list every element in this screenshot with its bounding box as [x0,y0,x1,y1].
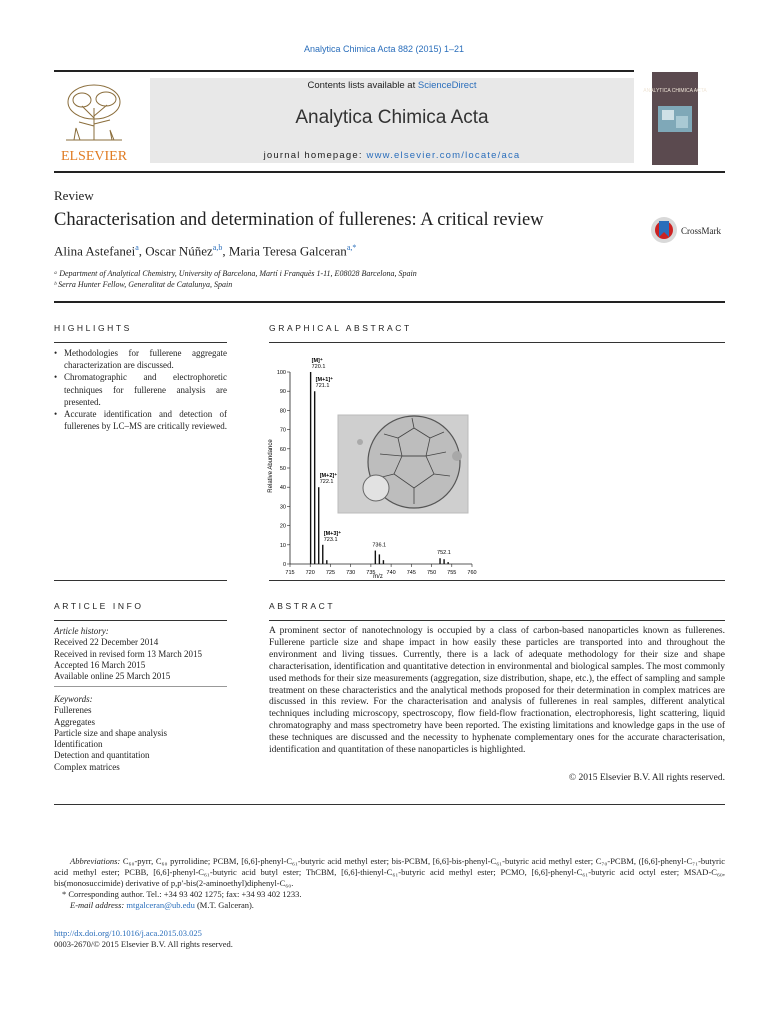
y-tick-label: 20 [279,523,286,530]
homepage-prefix: journal homepage: [263,150,367,161]
y-tick-label: 70 [279,427,286,434]
highlight-item: • Accurate identification and detection of fullerenes by LC–MS are critically reviewed. [54,408,227,432]
peak-mz-label: 723.1 [323,536,338,543]
article-title: Characterisation and determination of fullerenes: A critical review [54,210,544,230]
highlights-list [54,347,227,432]
peak-ion-label: [M+2]⁺ [319,473,338,480]
section-rule [269,620,725,621]
journal-reference[interactable]: Analytica Chimica Acta 882 (2015) 1–21 [303,44,465,54]
keyword-item: Identification [54,739,103,750]
affiliation-line: ᵃ Department of Analytical Chemistry, University of Barcelona, Martí i Franquès 1-11, E08028 Barcelona, Spain [54,269,417,278]
peak-mz-label: 752.1 [437,550,451,557]
y-tick-label: 10 [279,542,286,549]
x-axis-label: m/z [373,574,383,580]
email-suffix: (M.T. Galceran). [194,900,254,910]
cover-title: ANALYTICA CHIMICA ACTA [643,88,707,94]
history-item: Received in revised form 13 March 2015 [54,648,202,659]
crossmark-badge[interactable] [650,215,730,247]
contents-line [150,80,634,91]
author-affiliation-mark[interactable]: a [135,243,139,252]
y-tick-label: 100 [276,370,286,376]
x-tick-label: 735 [366,570,376,576]
footnotes [54,856,725,911]
homepage-line [150,150,634,161]
article-info-heading: ARTICLE INFO [54,601,144,611]
mass-spectrum-chart [262,352,482,584]
peak-mz-label: 722.1 [319,479,334,486]
contents-prefix: Contents lists available at [307,80,418,91]
keyword-item: Complex matrices [54,761,120,772]
publisher-wordmark: ELSEVIER [60,149,128,164]
journal-name: Analytica Chimica Acta [295,107,489,128]
abstract-body: A prominent sector of nanotechnology is occupied by a class of carbon-based nanoparticles known as fullerenes. Fullerene particle size and shape impact in how easily these particles are transported into and throughout the environment and living tissues. Currently, there is a lack of adequate methodology for their size and shape characterisation, identification and quantitative detection in environmental and biological samples. The most commonly used methods for their size measurements (aggregation, size distribution, shape, etc.), the effect of sampling and sample treatment on these characteristics and the analytical methods proposed for their determination in complex matrices are discussed in this review. For the characterisation and analysis of fullerenes in real samples, different analytical techniques including microscopy, spectroscopy, flow field-flow fractionation, electrophoresis, light scattering, liquid chromatography and mass spectrometry have been reported. The existing limitations and knowledge gaps in the use of these techniques are discussed and the necessity to hyphenate complementary ones for the accurate characterisation, identification and quantitation of these nanoparticles is highlighted. [269,626,725,756]
section-rule [54,686,227,687]
keyword-item: Detection and quantitation [54,750,150,761]
x-tick-label: 725 [325,570,336,576]
history-item: Accepted 16 March 2015 [54,659,146,670]
history-label: Article history: [54,626,109,636]
peak-mz-label: 720.1 [311,364,326,370]
article-history [54,626,202,682]
section-rule [269,342,725,343]
y-tick-label: 90 [279,389,286,396]
section-rule [54,342,227,343]
x-tick-label: 740 [386,570,396,576]
highlight-item: • Chromatographic and electrophoretic techniques for fullerene analysis are presented. [54,371,227,408]
x-tick-label: 760 [467,570,477,576]
author-name: Alina Astefanei [54,243,136,259]
affiliations [54,268,417,290]
peak-mz-label: 736.1 [372,542,387,549]
email-label: E-mail address: [70,900,125,910]
graphical-abstract-heading: GRAPHICAL ABSTRACT [269,323,412,333]
keyword-item: Fullerenes [54,705,92,716]
keyword-item: Aggregates [54,716,95,727]
peak-ion-label: [M]⁺ [311,358,323,364]
peak-mz-label: 721.1 [315,383,330,390]
elsevier-logo [54,78,134,163]
y-tick-label: 40 [279,485,286,492]
y-tick-label: 80 [279,408,286,415]
header-rule [54,70,634,72]
author-name: Maria Teresa Galceran [228,243,347,259]
x-tick-label: 745 [406,570,416,576]
tem-micrograph-inset [338,415,468,513]
corresponding-author-note: * Corresponding author. Tel.: +34 93 402 1275; fax: +34 93 402 1233. [62,889,302,899]
y-tick-label: 60 [279,446,286,453]
header-rule [54,171,725,173]
section-rule [54,580,227,581]
homepage-link[interactable]: www.elsevier.com/locate/aca [366,150,521,161]
highlight-item: • Methodologies for fullerene aggregate characterization are discussed. [54,347,227,371]
author-affiliation-mark[interactable]: a,b [212,243,223,252]
history-item: Received 22 December 2014 [54,637,159,648]
abstract-heading: ABSTRACT [269,601,336,611]
x-tick-label: 715 [285,570,295,576]
section-rule [54,804,725,805]
section-rule [54,620,227,621]
issn-line: 0003-2670/© 2015 Elsevier B.V. All rights reserved. [54,939,233,949]
article-type-label: Review [54,188,94,203]
keywords-label: Keywords: [54,694,93,704]
y-tick-label: 30 [279,504,286,511]
x-tick-label: 750 [426,570,437,576]
section-rule [54,301,725,303]
highlights-heading: HIGHLIGHTS [54,323,132,333]
crossmark-label: CrossMark [681,226,721,236]
author-name: Oscar Núñez [145,243,213,259]
mass-spectrum-figure [262,352,482,584]
author-list: Alina Astefanei$^a$, Oscar Núñez$^{a,b}$, Maria Teresa Galceran$^{a,*}$ [54,243,357,259]
email-link[interactable]: mtgalceran@ub.edu [126,900,195,910]
doi-link[interactable]: http://dx.doi.org/10.1016/j.aca.2015.03.025 [54,928,202,938]
keywords [54,694,167,773]
section-rule [269,580,725,581]
peak-ion-label: [M+3]⁺ [323,530,342,537]
author-affiliation-mark[interactable]: a,* [346,243,357,252]
journal-cover-thumbnail [643,72,707,165]
abbreviations-text: C₆₀-pyrr, C₆₀ pyrrolidine; PCBM, [6,6]-phenyl-C₆₁-butyric acid methyl ester; bis-PCBM, [6,6]-bis-phenyl-C₆₁-butyric acid methyl ester; C₇₀-PCBM, ([6,6]-phenyl-C₇₁-butyric acid methyl ester; PCBB, [6,6]-phenyl-C₆₁-butyric acid butyl ester; ThCBM, [6,6]-thienyl-C₆₁-butyric acid methyl ester; PCMO, [6,6]-phenyl-C₆₁-butyric acid octyl ester; MSAD-C₆₀, bis(monosuccimide) derivative of p,p′-bis(2-aminoethyl)diphenyl-C₆₀. [54,856,725,888]
sciencedirect-link[interactable]: ScienceDirect [417,80,477,91]
y-tick-label: 0 [282,562,286,568]
abstract-copyright: © 2015 Elsevier B.V. All rights reserved. [568,773,725,783]
abbreviations-label: Abbreviations: [70,856,121,866]
y-axis-label: Relative Abundance [268,439,274,493]
affiliation-line: ᵇ Serra Hunter Fellow, Generalitat de Catalunya, Spain [54,280,233,289]
y-tick-label: 50 [279,466,286,472]
peak-ion-label: [M+1]⁺ [315,377,334,384]
history-item: Available online 25 March 2015 [54,671,171,682]
x-tick-label: 720 [305,570,315,576]
doi-block [54,928,233,950]
x-tick-label: 755 [447,570,457,576]
keyword-item: Particle size and shape analysis [54,727,167,738]
x-tick-label: 730 [346,570,356,576]
